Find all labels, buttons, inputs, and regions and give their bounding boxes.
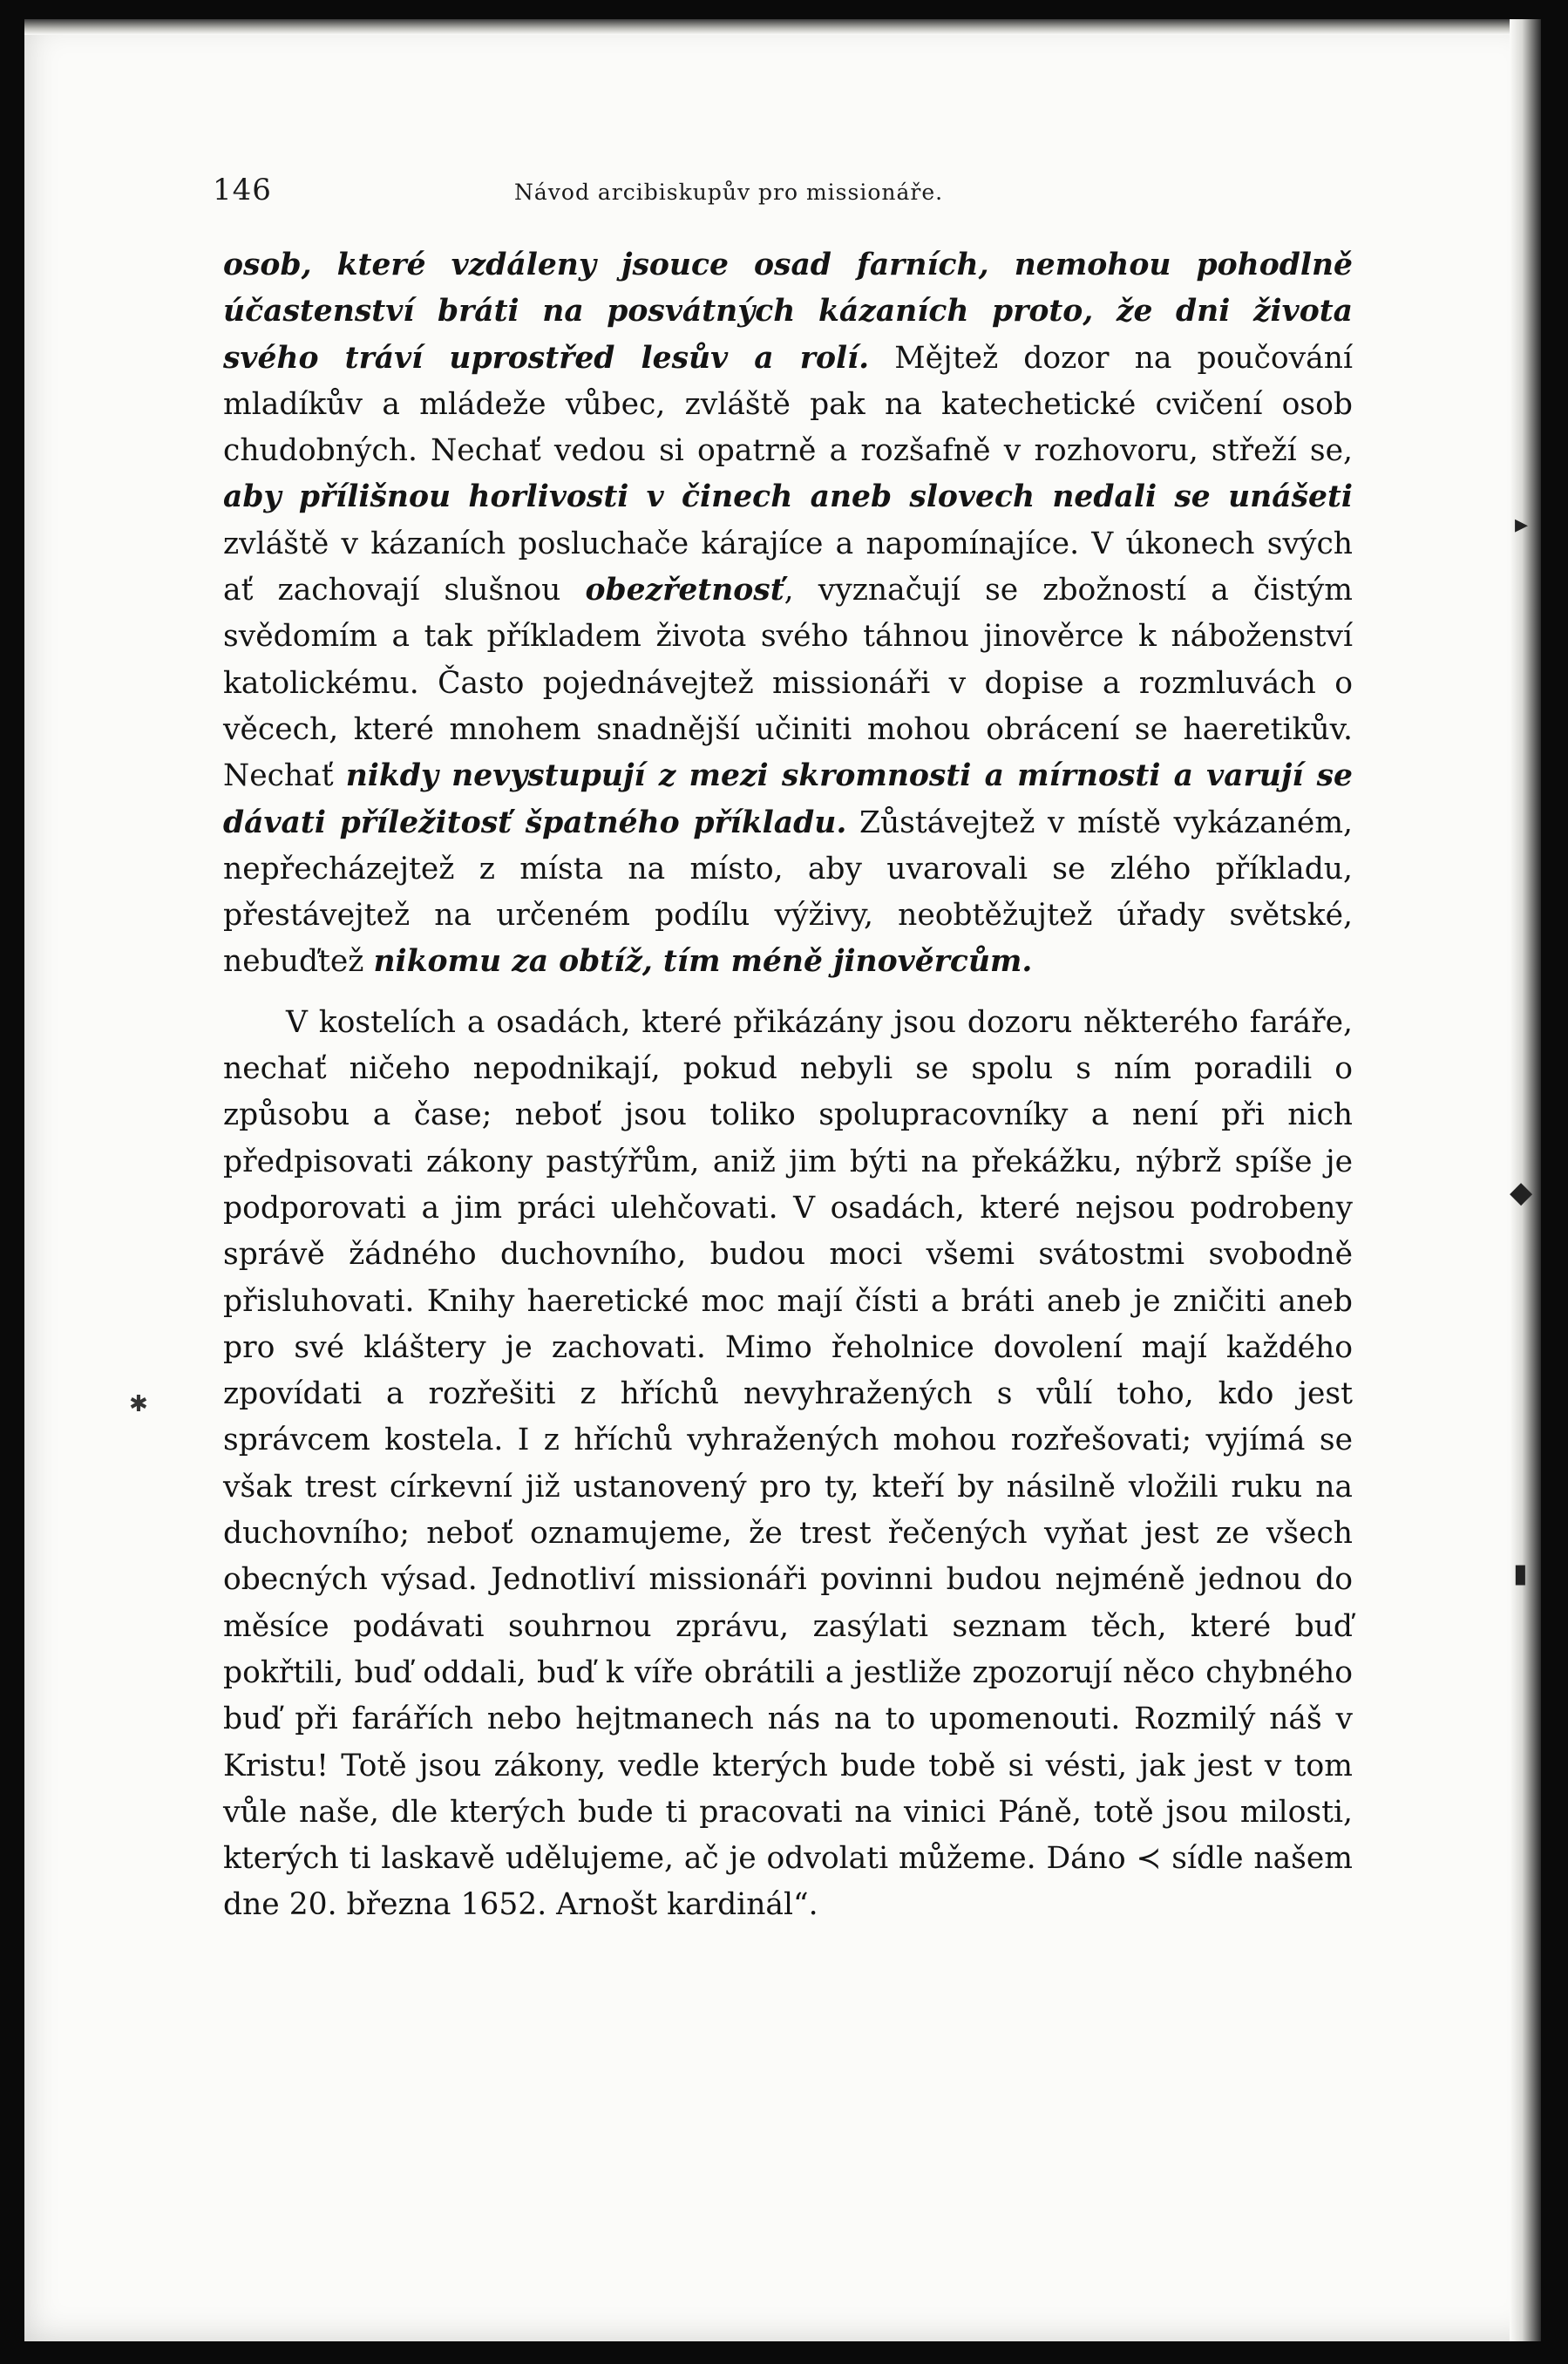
page-number: 146 (213, 173, 272, 207)
margin-edge-mark: ◆ (1510, 1175, 1533, 1210)
running-title: Návod arcibiskupův pro missionáře. (514, 180, 944, 205)
italic-run: obezřetnosť (585, 573, 784, 608)
text-run: , vyznačují se zbožností a čistým svědomím a tak příkladem života svého táhnou jinověrce k náboženství katolickému. Často pojednávejtež missionáři v dopise a rozmluvách o věcech, které mnohem snadnější učiniti mohou obrácení se haeretikův. Nechať (223, 573, 1353, 794)
text-run: Mějtež dozor na poučování mladíkův a mládeže vůbec, zvláště pak na katechetické cvičení osob chudobných. Nechať vedou si opatrně a rozšafně v rozhovoru, střeží se, (223, 340, 1353, 469)
italic-run: nikdy nevystupují z mezi skromnosti a mírnosti a varují se dávati příležitosť špatného příkladu. (223, 758, 1353, 840)
italic-run: aby přílišnou horlivosti v činech aneb slovech nedali se unášeti (223, 479, 1353, 515)
margin-edge-mark: ▸ (1515, 509, 1529, 540)
margin-asterisk-mark: ✱ (129, 1391, 148, 1417)
italic-run: osob, které vzdáleny jsouce osad farních, nemohou pohodlně účastenství bráti na posvátných kázaních proto, že dni života svého tráví uprostřed lesův a rolí. (223, 248, 1353, 376)
margin-edge-mark: ▮ (1513, 1559, 1528, 1589)
body-text (223, 242, 1353, 1929)
text-run: zvláště v kázaních posluchače kárajíce a napomínajíce. V úkonech svých ať zachovají slušnou (223, 526, 1353, 608)
text-run: Zůstávejtež v místě vykázaném, nepřecházejtež z místa na místo, aby uvarovali se zlého příkladu, přestávejtež na určeném podílu výživy, neobtěžujtež úřady světské, nebuďtež (223, 805, 1354, 980)
italic-run: nikomu za obtíž, tím méně jinověrcům. (373, 944, 1033, 980)
paragraph-2: V kostelích a osadách, které přikázány jsou dozoru některého faráře, nechať ničeho nepodnikají, pokud nebyli se spolu s ním poradili o způsobu a čase; neboť jsou toliko spolupracovníky a není při nich předpisovati zákony pastýřům, aniž jim býti na překážku, nýbrž spíše je podporovati a jim práci ulehčovati. V osadách, které nejsou podrobeny správě žádného duchovního, budou moci všemi svátostmi svobodně přisluhovati. Knihy haeretické moc mají čísti a bráti aneb je zničiti aneb pro své kláštery je zachovati. Mimo řeholnice dovolení mají každého zpovídati a rozřešiti z hříchů nevyhražených s vůlí toho, kdo jest správcem kostela. I z hříchů vyhražených mohou rozřešovati; vyjímá se však trest církevní již ustanovený pro ty, kteří by násilně vložili ruku na duchovního; neboť oznamujeme, že trest řečených vyňat jest ze všech obecných výsad. Jednotliví missionáři povinni budou nejméně jednou do měsíce podávati souhrnou zprávu, zasýlati seznam těch, které buď pokřtili, buď oddali, buď k víře obrátili a jestliže zpozorují něco chybného buď při farářích nebo hejtmanech nás na to upomenouti. Rozmilý náš v Kristu! Totě jsou zákony, vedle kterých bude tobě si vésti, jak jest v tom vůle naše, dle kterých bude ti pracovati na vinici Páně, totě jsou milosti, kterých ti laskavě udělujeme, ač je odvolati můžeme. Dáno ≺ sídle našem dne 20. března 1652. Arnošt kardinál“. (223, 1004, 1353, 1923)
paragraph-1 (223, 242, 1353, 986)
page-top-edge-shadow (24, 19, 1541, 35)
page-header (213, 173, 1346, 225)
